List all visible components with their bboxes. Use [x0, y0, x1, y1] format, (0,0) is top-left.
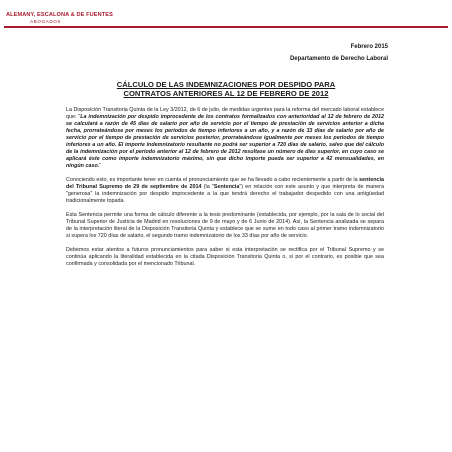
department-name: Departamento de Derecho Laboral [289, 56, 388, 62]
title-line-1: CÁLCULO DE LAS INDEMNIZACIONES POR DESPIDO PARA [116, 80, 336, 89]
document-date: Febrero 2015 [350, 44, 388, 50]
p1-quote: La indemnización por despido improcedente de los contratos formalizados con anterioridad al 12 de febrero de 2012 se calculará a razón de 45 días de salario por año de servicio por el tiempo de prestación de servicios anterior a dicha fecha, prorrateándose por meses los periodos de tiempo inferiores a un año, y a razón de 33 días de salario por año de servicio por el tiempo de prestación de servicios posterior, prorrateándose igualmente por meses los periodos de tiempo inferiores a un año. El importe indemnizatorio resultante no podrá ser superior a 720 días de salario, salvo que del cálculo de la indemnización por el periodo anterior al 12 de febrero de 2012 resultase un número de días superior, en cuyo caso se aplicará éste como importe indemnizatorio máximo, sin que dicho importe pueda ser superior a 42 mensualidades, en ningún caso. [66, 114, 385, 169]
paragraph-4: Debemos estar atentos a futuros pronunciamientos para saber si esta interpretación se rectifica por el Tribunal Supremo y se continúa aplicando la literalidad establecida en la citada Disposición Transitoria Quinta o, si por el contrario, es posible que sea confirmada y consolidada por el mencionado Tribunal. [66, 247, 384, 267]
p1-close: " [99, 163, 102, 169]
firm-logo-subtitle: ABOGADOS [30, 19, 62, 24]
p1-intro: La Disposición Transitoria Quinta de la Ley 3/2012, de 6 de julio, de medidas urgentes para la reforma del mercado laboral establece que: " [66, 107, 384, 120]
paragraph-2 [66, 177, 384, 205]
document-body [66, 107, 384, 275]
p2-intro: Conociendo esto, es importante tener en cuenta el pronunciamiento que se ha llevado a cabo recientemente a partir de la [66, 177, 360, 183]
document-title [96, 80, 356, 98]
p2-mid: (la " [201, 184, 214, 190]
p2-rest: ") en relación con este asunto y que interpreta de manera "generosa" la indemnización por despido improcedente a la que tendrá derecho el trabajador despedido con una antigüedad tradicionalmente topada. [66, 184, 384, 204]
title-line-2: CONTRATOS ANTERIORES AL 12 DE FEBRERO DE 2012 [123, 89, 329, 98]
firm-logo-name: ALEMANY, ESCALONA & DE FUENTES [6, 12, 113, 18]
header-divider [4, 26, 448, 28]
paragraph-1 [66, 107, 384, 170]
p2-sentencia: Sentencia [213, 184, 240, 190]
paragraph-3: Esta Sentencia permite una forma de cálculo diferente a la tesis predominante (establecida, por ejemplo, por la sala de lo social del Tribunal Superior de Justicia de Madrid en resoluciones de 9 de mayo y de 6 Junio de 2014). Así, la Sentencia analizada se separa de la interpretación literal de la Disposición Transitoria Quinta y establece que se sume en todo caso al primer tramo indemnizatorio si supera los 720 días de salario, el segundo tramo indemnizatorio de los 33 días por año de servicio. [66, 212, 384, 239]
p2-ruling: sentencia del Tribunal Supremo de 29 de septiembre de 2014 [66, 177, 384, 190]
